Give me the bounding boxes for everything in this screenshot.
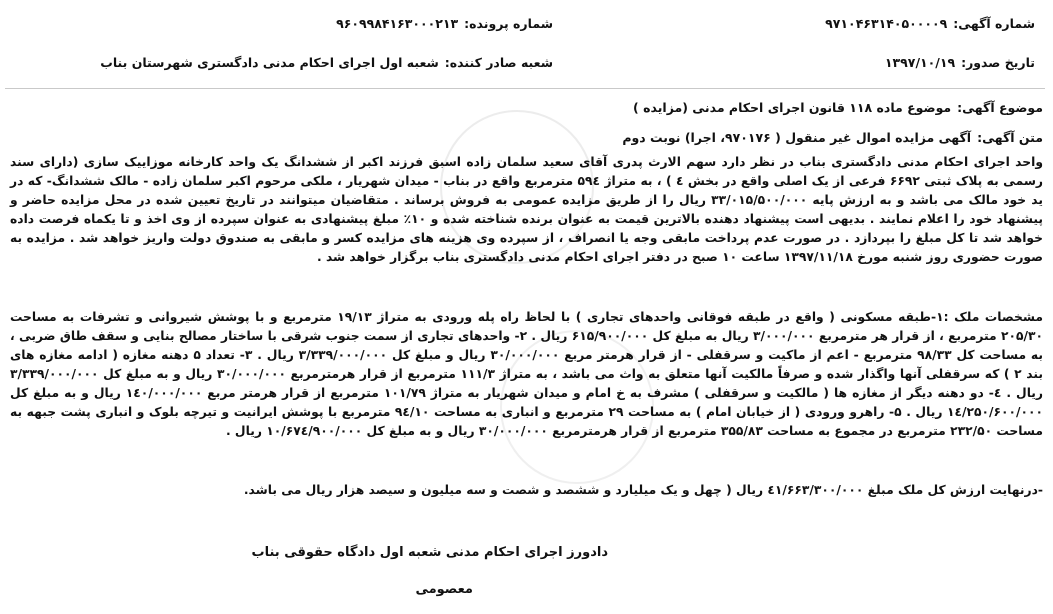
body-paragraph-3 [10,481,1043,500]
subject-line [633,100,1043,115]
signature-title: دادورز اجرای احکام مدنی شعبه اول دادگاه حقوقی بناب [251,545,608,560]
ad-number-value: ۹۷۱۰۴۶۳۱۴۰۵۰۰۰۰۹ [825,16,948,31]
body-paragraph-2-text: مشخصات ملک :۱-طبقه مسکونی ( واقع در طبقه فوقانی واحدهای تجاری ) با لحاظ راه پله ورودی به متراژ ۱۹/۱۳ مترمربع و با پوشش شیروانی و تشرفات به مساحت ۲۰۵/۳۰ مترمربع ، از قرار هر مترمربع ۳/۰۰۰/۰۰۰ ریال به مبلغ کل ۶۱۵/۹۰۰/۰۰۰ ریال . ۲- واحدهای تجاری از سمت جنوب شرقی با ساختار مصالح بنایی و سقف طاق ضربی ، به مساحت کل ۹۸/۳۳ مترمربع - اعم از ماکیت و سرقفلی - از قرار هرمتر مربع ۳۰/۰۰۰/۰۰۰ ریال و مبلغ کل ۳/۳۳۹/۰۰۰/۰۰۰ ریال . ۳- تعداد ۵ دهنه مغازه ( ادامه مغازه های بند ۲ ) که سرقفلی آنها واگذار شده و صرفاً مالکیت آنها متعلق به واث می باشد ، به متراژ ۱۱۱/۳ مترمربع از قرار هرمترمربع ۳۰/۰۰۰/۰۰۰ ریال و به مبلغ کل ۳/۳۳۹/۰۰۰/۰۰۰ ریال . ٤- دو دهنه دیگر از مغازه ها ( مالکیت و سرقفلی ) مشرف به خ امام و میدان شهریار به متراژ ۱۰۱/۷۹ مترمربع از قرار هرمتر مربع ۱٤۰/۰۰۰/۰۰۰ ریال و به مبلغ کل ۱٤/۲۵۰/۶۰۰/۰۰۰ ریال . ۵- راهرو ورودی ( از خیابان امام ) به مساحت ۲۹ مترمربع و انباری به مساحت ۹٤/۱۰ مترمربع با پوشش ایرانیت و تیرچه بلوک و انباری پشت جبهه به مساحت ۲۳۲/۵۰ مترمربع در مجموع به مساحت ۳۵۵/۸۳ مترمربع از قرار هرمترمربع ۳۰/۰۰۰/۰۰۰ ریال و به مبلغ کل ۱۰/۶۷٤/۹۰۰/۰۰۰ ریال . [10,310,1044,438]
header-divider [5,88,1045,89]
file-number-label: شماره پرونده: [464,16,553,31]
text-title-line [622,130,1043,145]
body-paragraph-1 [10,153,1043,267]
subject-label: موضوع آگهی: [957,100,1043,115]
text-title-label: متن آگهی: [977,130,1043,145]
issue-date-label: تاریخ صدور: [961,55,1035,70]
file-number-value: ۹۶۰۹۹۸۴۱۶۳۰۰۰۲۱۳ [336,16,459,31]
ad-number-label: شماره آگهی: [953,16,1035,31]
issuer-value: شعبه اول اجرای احکام مدنی دادگستری شهرستان بناب [100,55,439,70]
subject-value: موضوع ماده ۱۱۸ قانون اجرای احکام مدنی (مزایده ) [633,100,952,115]
body-paragraph-2 [10,308,1043,441]
issuer [100,55,553,70]
signature-name: معصومی [415,582,473,597]
issue-date-value: ۱۳۹۷/۱۰/۱۹ [884,55,956,70]
issuer-label: شعبه صادر کننده: [444,55,553,70]
file-number [336,16,553,31]
text-title-value: آگهی مزایده اموال غیر منقول ( ۹۷۰۱۷۶، اجرا) نوبت دوم [622,130,972,145]
ad-number [825,16,1035,31]
issue-date [885,55,1035,70]
body-paragraph-3-text: -درنهایت ارزش کل ملک مبلغ ٤۱/۶۶۳/۳۰۰/۰۰۰ ریال ( چهل و یک میلیارد و ششصد و شصت و سه میلیون و سیصد هزار ریال می باشد. [243,483,1043,497]
body-paragraph-1-text: واحد اجرای احکام مدنی دادگستری بناب در نظر دارد سهم الارث پدری آقای سعید سلمان زاده اسبق فرزند اکبر از ششدانگ یک واحد کارخانه موزاییک سازی (دارای سند رسمی به پلاک ثبتی ۶۶۹۲ فرعی از یک اصلی واقع در بخش ٤ ) ، به متراژ ۵۹٤ مترمربع واقع در بناب - میدان شهریار ، ملکی مرحوم اکبر سلمان زاده - مالک ششدانگ- که در ید خود مالک می باشد و به ارزش پایه ۳۳/۰۱۵/۵۰۰/۰۰۰ ریال را از طریق مزایده عمومی به فروش برساند . متقاضیان میتوانند در تاریخ تعیین شده در محل مزایده حاضر و پیشنهاد خود را اعلام نمایند . بدیهی است پیشنهاد دهنده بالاترین قیمت به عنوان برنده شناخته شده و ۱۰٪ مبلغ پیشنهادی به عنوان سپرده از وی اخذ و تا یکماه فرصت داده خواهد شد تا کل مبلغ را بپردازد . در صورت عدم پرداخت مابقی وجه یا انصراف ، از سپرده وی هزینه های مزایده کسر و مابقی به صندوق دولت واریز خواهد شد . مزایده به صورت حضوری روز شنبه مورخ ۱۳۹۷/۱۱/۱۸ ساعت ۱۰ صبح در دفتر اجرای احکام مدنی دادگستری بناب برگزار خواهد شد . [10,155,1044,264]
